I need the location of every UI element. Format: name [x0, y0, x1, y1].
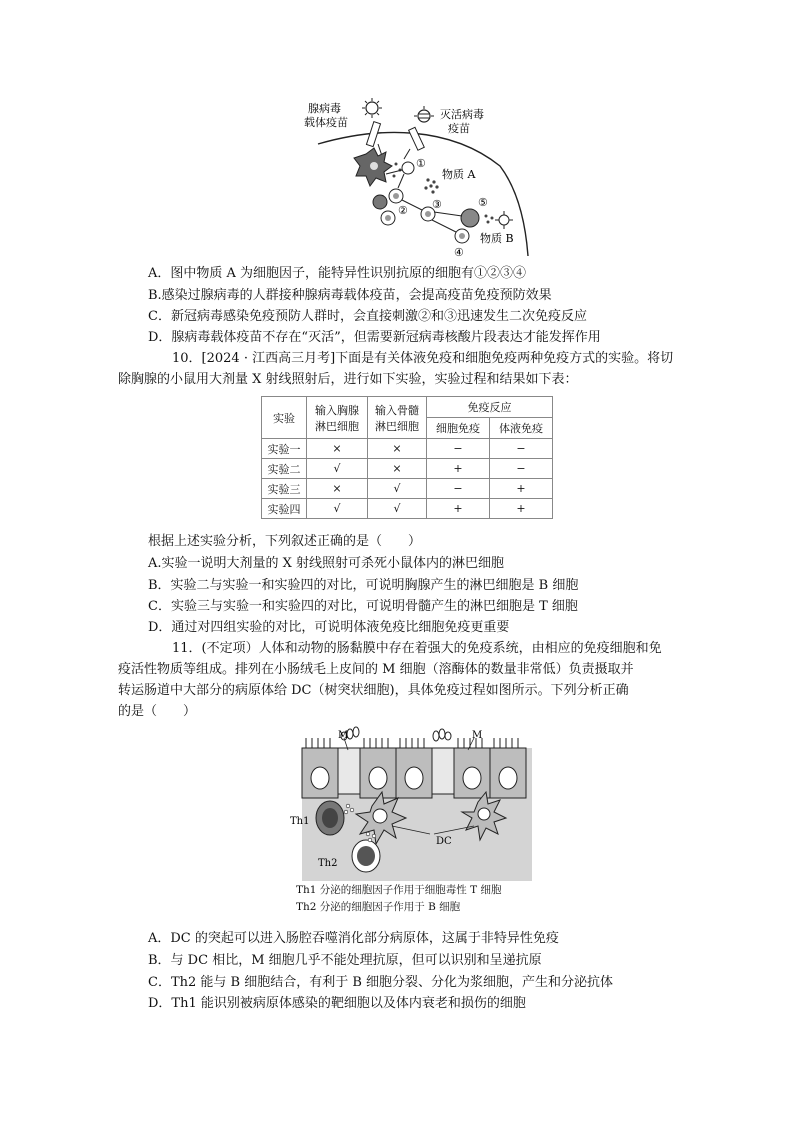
antigen-presenting-cell — [354, 148, 392, 186]
cell-cellular: − — [427, 439, 490, 459]
cell-marrow: √ — [368, 479, 427, 499]
cell-5 — [461, 209, 479, 227]
q10-stem-line1: 10．[2024 · 江西高三月考]下面是有关体液免疫和细胞免疫两种免疫方式的实验。将切 — [172, 351, 674, 366]
cell-cellular: + — [427, 499, 490, 519]
table-row — [262, 439, 553, 459]
cell-name: 实验一 — [262, 439, 307, 459]
cell-name: 实验二 — [262, 459, 307, 479]
label-th2: Th2 — [318, 858, 338, 869]
q11-stem-line2: 疫活性物质等组成。排列在小肠绒毛上皮间的 M 细胞（溶酶体的数量非常低）负责摄取并 — [118, 662, 634, 677]
th-thymus-l2: 淋巴细胞 — [315, 419, 359, 433]
intestinal-immunity-diagram — [288, 726, 534, 881]
table-row — [262, 499, 553, 519]
figure-caption-line2: Th2 分泌的细胞因子作用于 B 细胞 — [296, 901, 461, 913]
figure-caption-line1: Th1 分泌的细胞因子作用于细胞毒性 T 细胞 — [296, 884, 502, 896]
q9-option-c: C．新冠病毒感染免疫预防人群时，会直接刺激②和③迅速发生二次免疫反应 — [148, 309, 587, 324]
th-response: 免疫反应 — [427, 397, 553, 418]
q9-option-a: A．图中物质 A 为细胞因子，能特异性识别抗原的细胞有①②③④ — [148, 266, 527, 281]
label-num-5: ⑤ — [478, 196, 488, 209]
q10-option-c: C．实验三与实验一和实验四的对比，可说明骨髓产生的淋巴细胞是 T 细胞 — [148, 599, 578, 614]
th-cellular: 细胞免疫 — [427, 418, 490, 439]
label-substance-b: 物质 B — [480, 232, 514, 245]
table-row — [262, 459, 553, 479]
th-marrow-l1: 输入骨髓 — [375, 403, 419, 417]
cell-thymus: √ — [307, 499, 368, 519]
vaccine-diagram — [300, 96, 530, 264]
q11-stem-line3: 转运肠道中大部分的病原体给 DC（树突状细胞)，具体免疫过程如图所示。下列分析正确 — [118, 683, 629, 698]
th-thymus-l1: 输入胸腺 — [315, 403, 359, 417]
label-inactivated-2: 疫苗 — [448, 122, 470, 135]
q11-stem-line4: 的是（ ） — [118, 704, 197, 719]
cell-thymus: √ — [307, 459, 368, 479]
label-inactivated-1: 灭活病毒 — [440, 108, 484, 121]
th2-cell — [352, 840, 380, 872]
label-m-left: M — [338, 730, 349, 741]
cell-cellular: + — [427, 459, 490, 479]
cell-humoral: − — [490, 439, 553, 459]
q10-prompt: 根据上述实验分析，下列叙述正确的是（ ） — [148, 534, 422, 549]
substance-b-virus-icon — [485, 211, 514, 229]
cell-name: 实验三 — [262, 479, 307, 499]
cell-humoral: + — [490, 499, 553, 519]
th-humoral: 体液免疫 — [490, 418, 553, 439]
q10-option-d: D．通过对四组实验的对比，可说明体液免疫比细胞免疫更重要 — [148, 620, 510, 635]
cell-marrow: √ — [368, 499, 427, 519]
q9-option-d: D．腺病毒载体疫苗不存在“灭活”，但需要新冠病毒核酸片段表达才能发挥作用 — [148, 330, 601, 345]
th-experiment: 实验 — [262, 397, 307, 439]
label-dc: DC — [436, 836, 452, 847]
q11-option-a: A．DC 的突起可以进入肠腔吞噬消化部分病原体，这属于非特异性免疫 — [148, 931, 559, 946]
q9-option-b: B.感染过腺病毒的人群接种腺病毒载体疫苗，会提高疫苗免疫预防效果 — [148, 288, 552, 303]
q10-stem-line2: 除胸腺的小鼠用大剂量 X 射线照射后，进行如下实验，实验过程和结果如下表： — [118, 372, 578, 387]
cell-humoral: − — [490, 459, 553, 479]
cell-name: 实验四 — [262, 499, 307, 519]
th1-cell — [316, 801, 344, 835]
table-row — [262, 479, 553, 499]
cell-marrow: × — [368, 439, 427, 459]
q11-option-b: B．与 DC 相比，M 细胞几乎不能处理抗原，但可以识别和呈递抗原 — [148, 953, 542, 968]
adenovirus-icon — [362, 98, 382, 118]
label-vector-vaccine-1: 腺病毒 — [308, 102, 341, 115]
label-m-right: M — [472, 730, 483, 741]
q11-stem-line1: 11．(不定项）人体和动物的肠黏膜中存在着强大的免疫系统，由相应的免疫细胞和免 — [172, 641, 662, 656]
th-marrow — [368, 397, 427, 439]
cell-cellular: − — [427, 479, 490, 499]
experiment-table — [261, 396, 553, 519]
pathogens — [341, 727, 451, 741]
q11-option-d: D．Th1 能识别被病原体感染的靶细胞以及体内衰老和损伤的细胞 — [148, 996, 526, 1011]
cell-marrow: × — [368, 459, 427, 479]
cell-1 — [402, 162, 414, 174]
label-num-3: ③ — [432, 198, 442, 211]
label-th1: Th1 — [290, 816, 310, 827]
label-num-2: ② — [398, 204, 408, 217]
cell-thymus: × — [307, 439, 368, 459]
label-substance-a: 物质 A — [442, 168, 476, 181]
cell-thymus: × — [307, 479, 368, 499]
th-thymus — [307, 397, 368, 439]
q10-option-a: A.实验一说明大剂量的 X 射线照射可杀死小鼠体内的淋巴细胞 — [148, 556, 505, 571]
q10-option-b: B．实验二与实验一和实验四的对比，可说明胸腺产生的淋巴细胞是 B 细胞 — [148, 578, 579, 593]
label-num-1: ① — [416, 157, 426, 170]
cell-2a — [373, 195, 387, 209]
th-marrow-l2: 淋巴细胞 — [375, 419, 419, 433]
label-num-4: ④ — [454, 246, 464, 259]
inactivated-virus-icon — [414, 106, 434, 122]
label-vector-vaccine-2: 载体疫苗 — [304, 116, 348, 129]
cell-humoral: + — [490, 479, 553, 499]
q11-option-c: C．Th2 能与 B 细胞结合，有利于 B 细胞分裂、分化为浆细胞，产生和分泌抗体 — [148, 975, 614, 990]
